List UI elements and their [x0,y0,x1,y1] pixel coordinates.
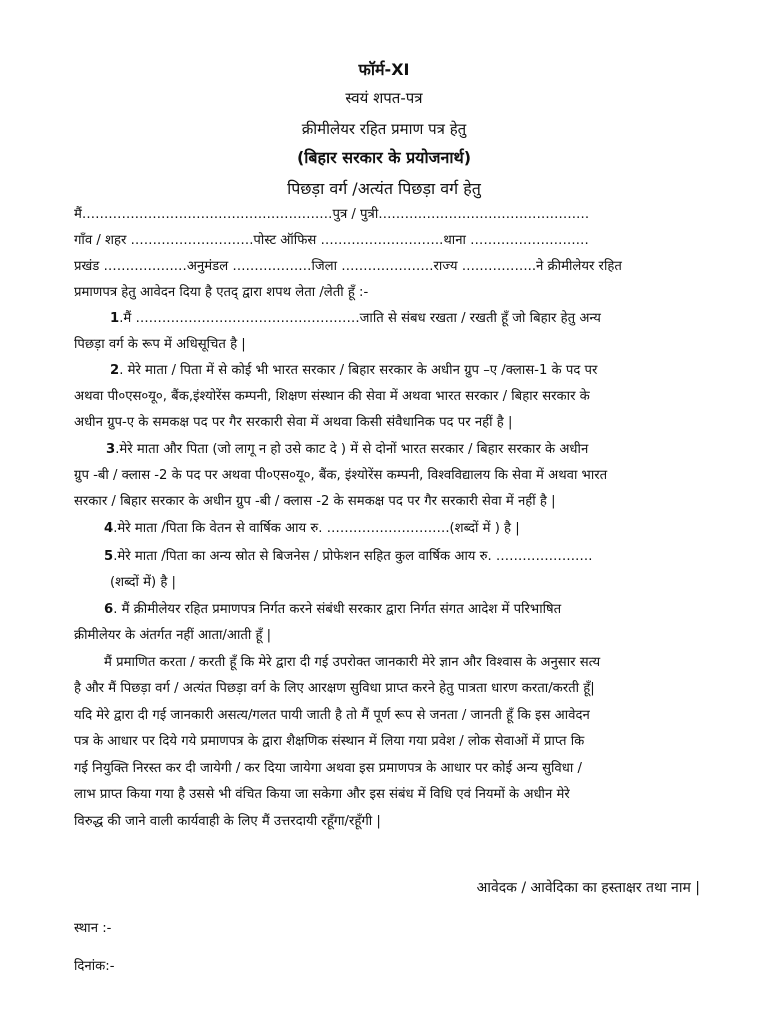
clause-1-line-2: पिछड़ा वर्ग के रूप में अधिसूचित है | [74,337,246,352]
clause-1-line-1 [110,310,698,328]
form-subtitle-category: पिछड़ा वर्ग /अत्यंत पिछड़ा वर्ग हेतु [287,179,481,198]
clause-1-text: .मैं ……………………………………………जाति से संबध रखता / रखती हूँ जो बिहार हेतु अन्य [119,311,601,326]
clause-3-text: .मेरे माता और पिता (जो लागू न हो उसे काट दे ) में से दोनों भारत सरकार / बिहार सरकार के अधीन [115,442,589,457]
form-number-heading: फॉर्म-XI [358,60,410,79]
clause-2-line-3: अधीन ग्रुप-ए के समकक्ष पद पर गैर सरकारी सेवा में अथवा किसी संवैधानिक पद पर नहीं है | [74,415,513,430]
clause-2-line-2: अथवा पी०एस०यू०, बैंक,इंश्योरेंस कम्पनी, शिक्षण संस्थान की सेवा में अथवा भारत सरकार / बिहार सरकार के [74,389,590,404]
intro-line-name: मैं…………………………………………………पुत्र / पुत्री………………………………………… [74,207,590,222]
clause-2-number: 2 [110,363,120,378]
clause-6-line-2: क्रीमीलेयर के अंतर्गत नहीं आता/आती हूँ | [74,628,272,643]
clause-6-text: . मैं क्रीमीलेयर रहित प्रमाणपत्र निर्गत करने संबंधी सरकार द्वारा निर्गत संगत आदेश में परिभाषित [113,602,562,617]
clause-1-number: 1 [110,311,120,326]
intro-line-district: प्रखंड …………….…अनुमंडल ………………जिला …………………राज्य ……………..ने क्रीमीलेयर रहित [74,259,622,274]
intro-line-address: गाँव / शहर ……………………….पोस्ट ऑफिस ……………………….थाना ……………………… [74,233,589,248]
clause-5-line-2: (शब्दों में) है | [110,575,176,590]
clause-6-line-1 [104,601,698,619]
clause-3-line-1 [106,441,698,459]
clause-4-line-1 [104,520,698,538]
clause-5-text: .मेरे माता /पिता का अन्य स्रोत से बिजनेस / प्रोफेशन सहित कुल वार्षिक आय रु. …………………. [113,549,593,564]
declaration-line-7: विरुद्ध की जाने वाली कार्यवाही के लिए मैं उत्तरदायी रहूँगा/रहूँगी | [74,814,381,829]
clause-2-line-1 [110,362,698,380]
declaration-line-2: है और मैं पिछड़ा वर्ग / अत्यंत पिछड़ा वर्ग के लिए आरक्षण सुविधा प्राप्त करने हेतु पात्रता धारण करता/करती हूँ| [74,681,595,696]
form-subtitle-affidavit: स्वयं शपत-पत्र [345,89,423,107]
declaration-line-4: पत्र के आधार पर दिये गये प्रमाणपत्र के द्वारा शैक्षणिक संस्थान में लिया गया प्रवेश / लोक सेवाओं में प्राप्त कि [74,734,585,749]
place-label: स्थान :- [74,921,112,936]
clause-3-number: 3 [106,442,116,457]
clause-3-line-2: ग्रुप -बी / क्लास -2 के पद पर अथवा पी०एस०यू०, बैंक, इंश्योरेंस कम्पनी, विश्वविद्यालय कि सेवा में अथवा भारत [74,468,608,483]
clause-6-number: 6 [104,602,114,617]
form-subtitle-purpose: क्रीमीलेयर रहित प्रमाण पत्र हेतु [301,120,467,138]
clause-5-number: 5 [104,549,114,564]
date-label: दिनांक:- [74,959,115,974]
applicant-signature-label: आवेदक / आवेदिका का हस्ताक्षर तथा नाम | [476,880,700,896]
declaration-line-3: यदि मेरे द्वारा दी गई जानकारी असत्य/गलत पायी जाती है तो मैं पूर्ण रूप से जनता / जानती हूँ कि इस आवेदन [74,708,590,723]
clause-4-number: 4 [104,521,114,536]
form-subtitle-government: (बिहार सरकार के प्रयोजनार्थ) [296,148,472,167]
declaration-line-5: गई नियुक्ति निरस्त कर दी जायेगी / कर दिया जायेगा अथवा इस प्रमाणपत्र के आधार पर कोई अन्य सुविधा / [74,761,582,776]
intro-line-oath: प्रमाणपत्र हेतु आवेदन दिया है एतद् द्वारा शपथ लेता /लेती हूँ :- [74,285,369,300]
clause-3-line-3: सरकार / बिहार सरकार के अधीन ग्रुप -बी / क्लास -2 के समकक्ष पद पर गैर सरकारी सेवा में नहीं है | [74,494,556,509]
declaration-line-6: लाभ प्राप्त किया गया है उससे भी वंचित किया जा सकेगा और इस संबंध में विधि एवं नियमों के अधीन मेरे [74,787,570,802]
declaration-line-1: मैं प्रमाणित करता / करती हूँ कि मेरे द्वारा दी गई उपरोक्त जानकारी मेरे ज्ञान और विश्वास के अनुसार सत्य [104,655,601,670]
clause-5-line-1 [104,548,698,566]
clause-4-text: .मेरे माता /पिता कि वेतन से वार्षिक आय रु. ……………………….(शब्दों में ) है | [113,521,520,536]
clause-2-text: . मेरे माता / पिता में से कोई भी भारत सरकार / बिहार सरकार के अधीन ग्रुप –ए /क्लास-1 के पद पर [119,363,598,378]
